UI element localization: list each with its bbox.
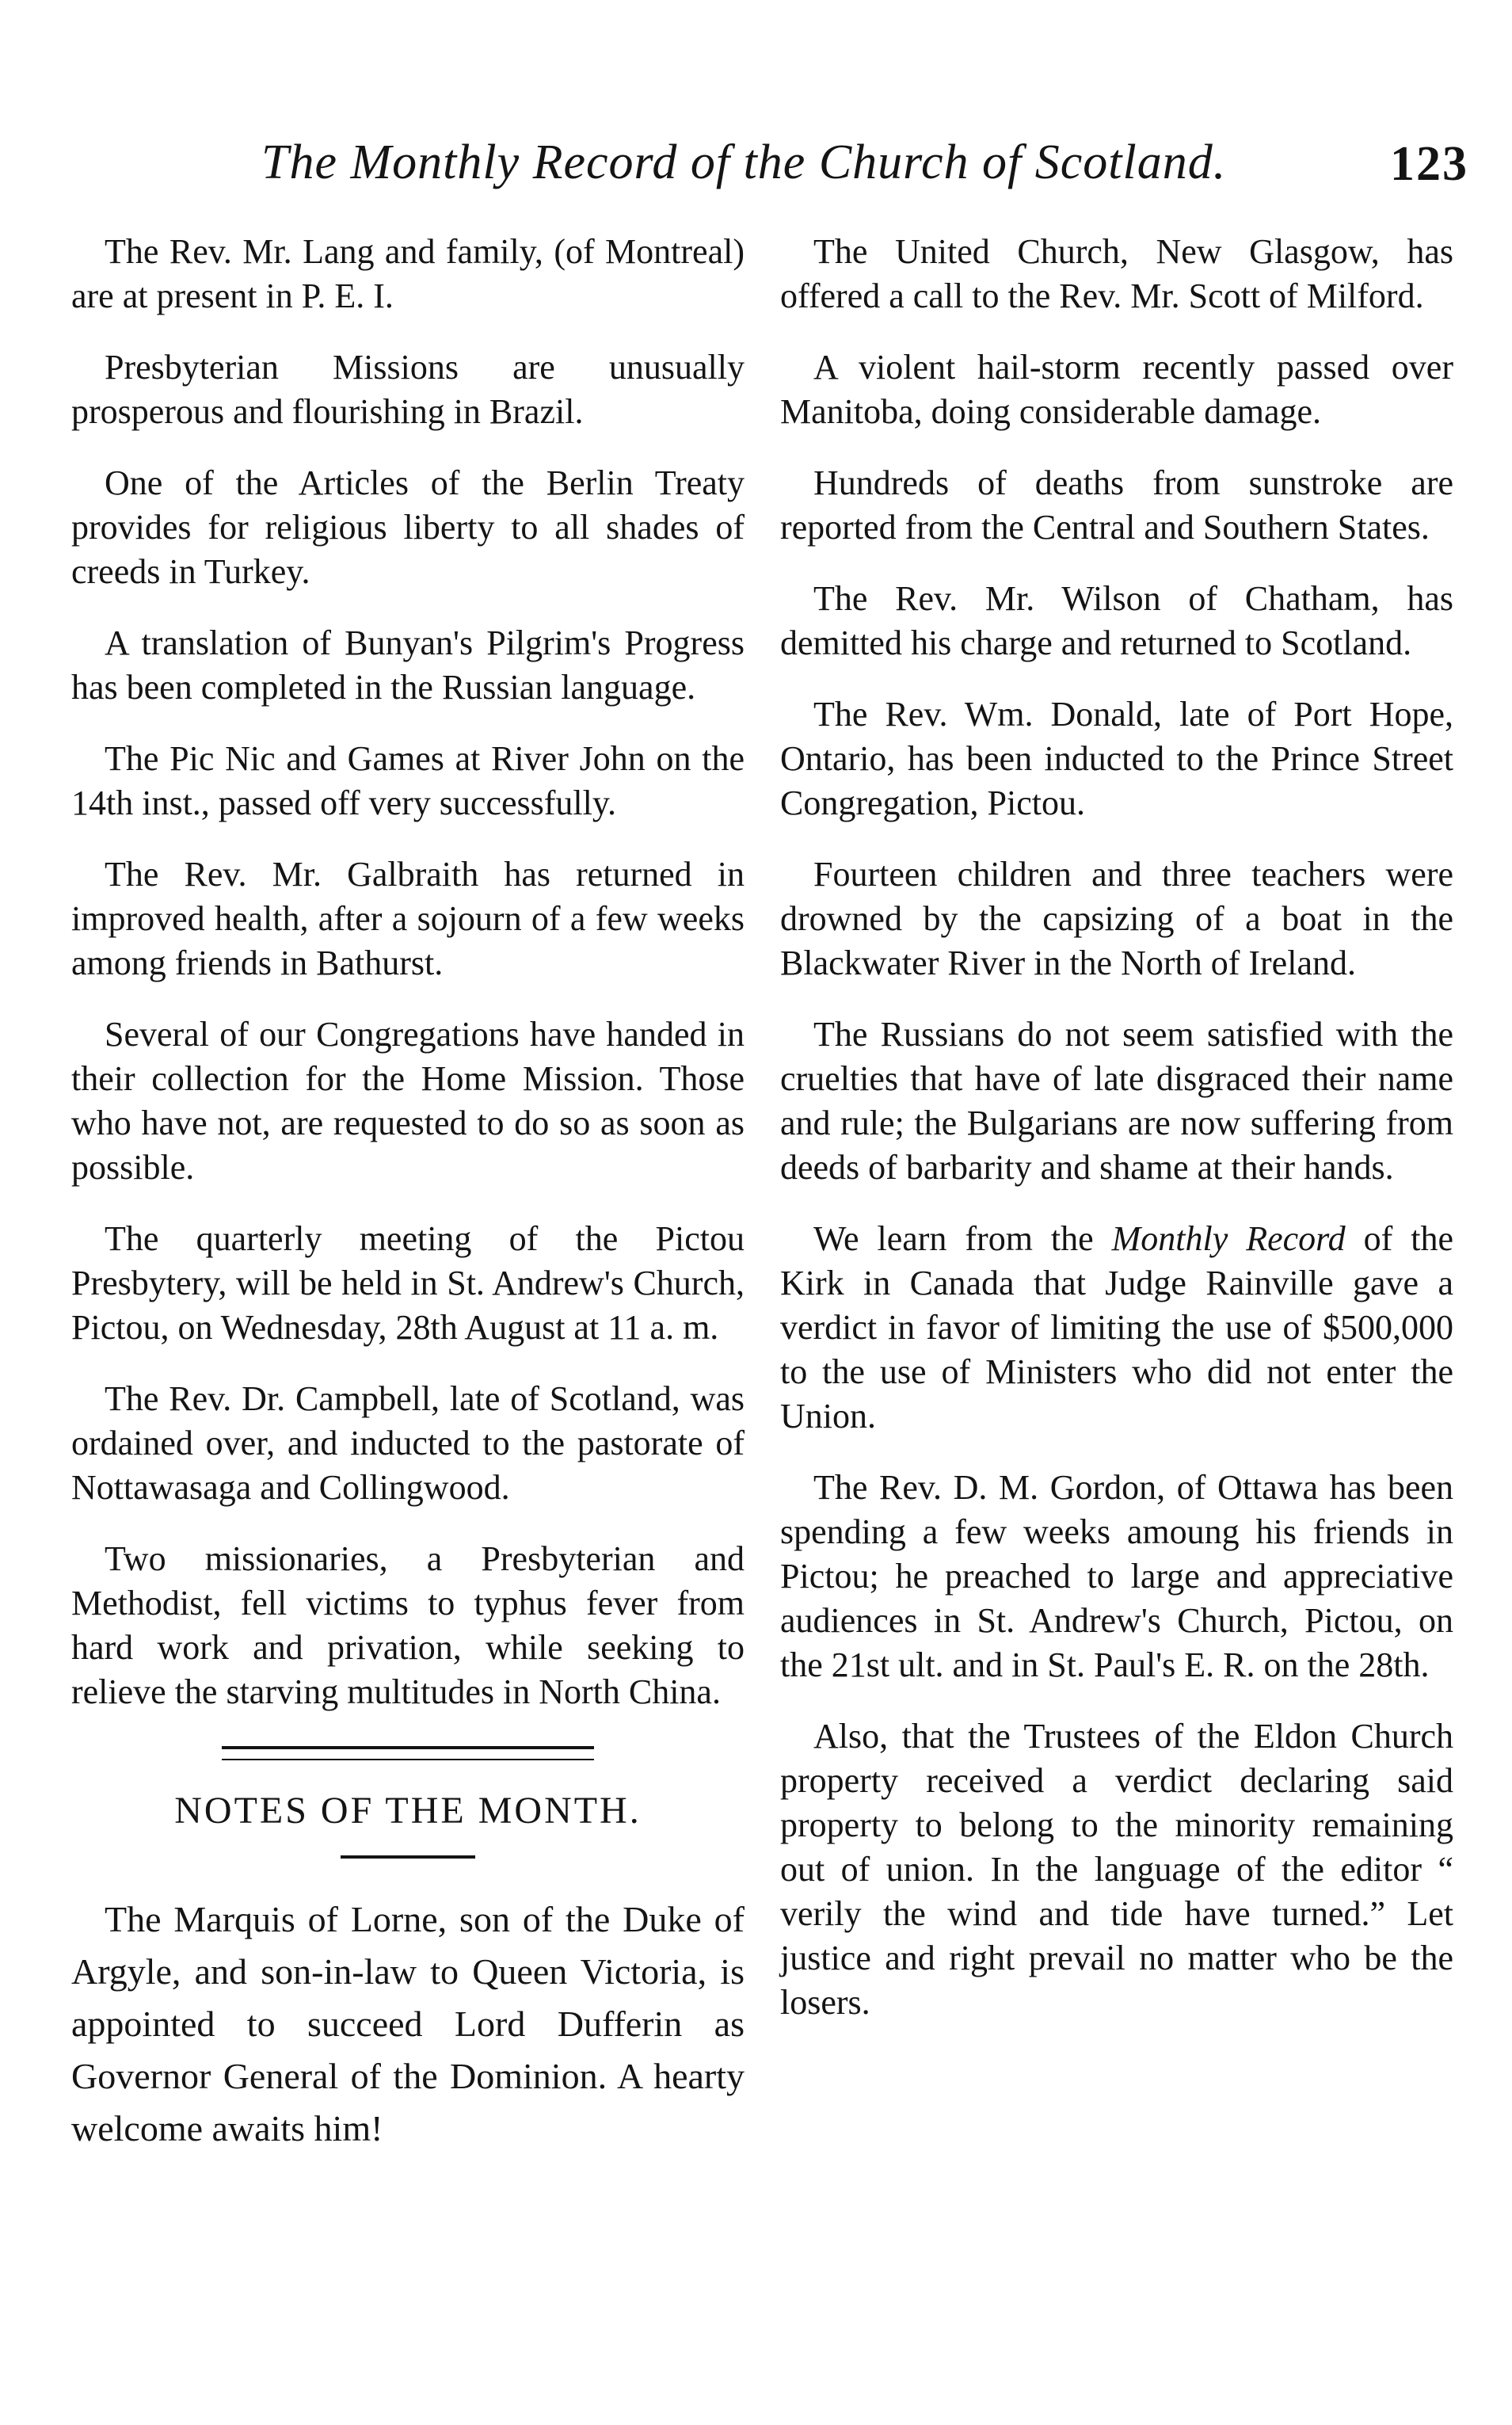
news-item: The Rev. Dr. Campbell, late of Scotland, was ordained over, and inducted to the pastorate of Nottawasaga and Collingwood. xyxy=(71,1379,745,1507)
section-divider xyxy=(222,1746,594,1760)
news-item: The United Church, New Glasgow, has offered a call to the Rev. Mr. Scott of Milford. xyxy=(780,232,1453,315)
news-item: Presbyterian Missions are unusually prosperous and flourishing in Brazil. xyxy=(71,348,745,431)
news-item: The Pic Nic and Games at River John on the 14th inst., passed off very successfully. xyxy=(71,739,745,822)
title-rule xyxy=(341,1855,475,1859)
news-item: The Rev. Wm. Donald, late of Port Hope, Ontario, has been inducted to the Prince Street Congregation, Pictou. xyxy=(780,695,1453,822)
news-item: The Rev. Mr. Wilson of Chatham, has demitted his charge and returned to Scotland. xyxy=(780,579,1453,662)
news-item: The Rev. Mr. Lang and family, (of Montreal) are at present in P. E. I. xyxy=(71,232,745,315)
left-column xyxy=(71,230,745,2182)
news-item-kirk xyxy=(780,1217,1453,1439)
news-item: Several of our Congregations have handed in their collection for the Home Mission. Those who have not, are requested to do so as soon as possible. xyxy=(71,1015,745,1187)
page-header xyxy=(0,119,1512,214)
news-item: One of the Articles of the Berlin Treaty provides for religious liberty to all shades of creeds in Turkey. xyxy=(71,463,745,591)
right-column xyxy=(780,230,1453,2052)
news-item: The quarterly meeting of the Pictou Presbytery, will be held in St. Andrew's Church, Pictou, on Wednesday, 28th August at 11 a. m. xyxy=(71,1219,745,1347)
news-item: The Rev. D. M. Gordon, of Ottawa has been spending a few weeks amoung his friends in Pictou; he preached to large and appreciative audiences in St. Andrew's Church, Pictou, on the 21st ult. and in St. Paul's E. R. on the 28th. xyxy=(780,1468,1453,1684)
kirk-text-after: of the Kirk in Canada that Judge Rainville gave a verdict in favor of limiting the use of $500,000 to the use of Ministers who did not enter the Union. xyxy=(780,1219,1453,1436)
news-item: The Rev. Mr. Galbraith has returned in improved health, after a sojourn of a few weeks among friends in Bathurst. xyxy=(71,855,745,982)
publication-title: Monthly Record xyxy=(1111,1219,1346,1258)
notes-section xyxy=(71,1893,745,2155)
running-title: The Monthly Record of the Church of Scotland. xyxy=(261,135,1227,189)
kirk-text-before: We learn from the xyxy=(813,1219,1112,1258)
news-item: The Russians do not seem satisfied with the cruelties that have of late disgraced their name and rule; the Bulgarians are now suffering from deeds of barbarity and shame at their hands. xyxy=(780,1015,1453,1187)
news-item: Hundreds of deaths from sunstroke are reported from the Central and Southern States. xyxy=(780,463,1453,547)
news-item: Also, that the Trustees of the Eldon Church property received a verdict declaring said property to belong to the minority remaining out of union. In the language of the editor “ verily the wind and tide have turned.” Let justice and right prevail no matter who be the losers. xyxy=(780,1717,1453,2022)
notes-item: The Marquis of Lorne, son of the Duke of Argyle, and son-in-law to Queen Victoria, is appointed to succeed Lord Dufferin as Governor General of the Dominion. A hearty welcome awaits him! xyxy=(71,1899,745,2149)
news-item: A translation of Bunyan's Pilgrim's Progress has been completed in the Russian language. xyxy=(71,623,745,707)
news-item: Fourteen children and three teachers were drowned by the capsizing of a boat in the Blackwater River in the North of Ireland. xyxy=(780,855,1453,982)
news-item: A violent hail-storm recently passed over Manitoba, doing considerable damage. xyxy=(780,348,1453,431)
section-title: NOTES OF THE MONTH. xyxy=(174,1790,642,1832)
page-number: 123 xyxy=(1390,137,1468,191)
news-item: Two missionaries, a Presbyterian and Methodist, fell victims to typhus fever from hard work and privation, while seeking to relieve the starving multitudes in North China. xyxy=(71,1539,745,1711)
